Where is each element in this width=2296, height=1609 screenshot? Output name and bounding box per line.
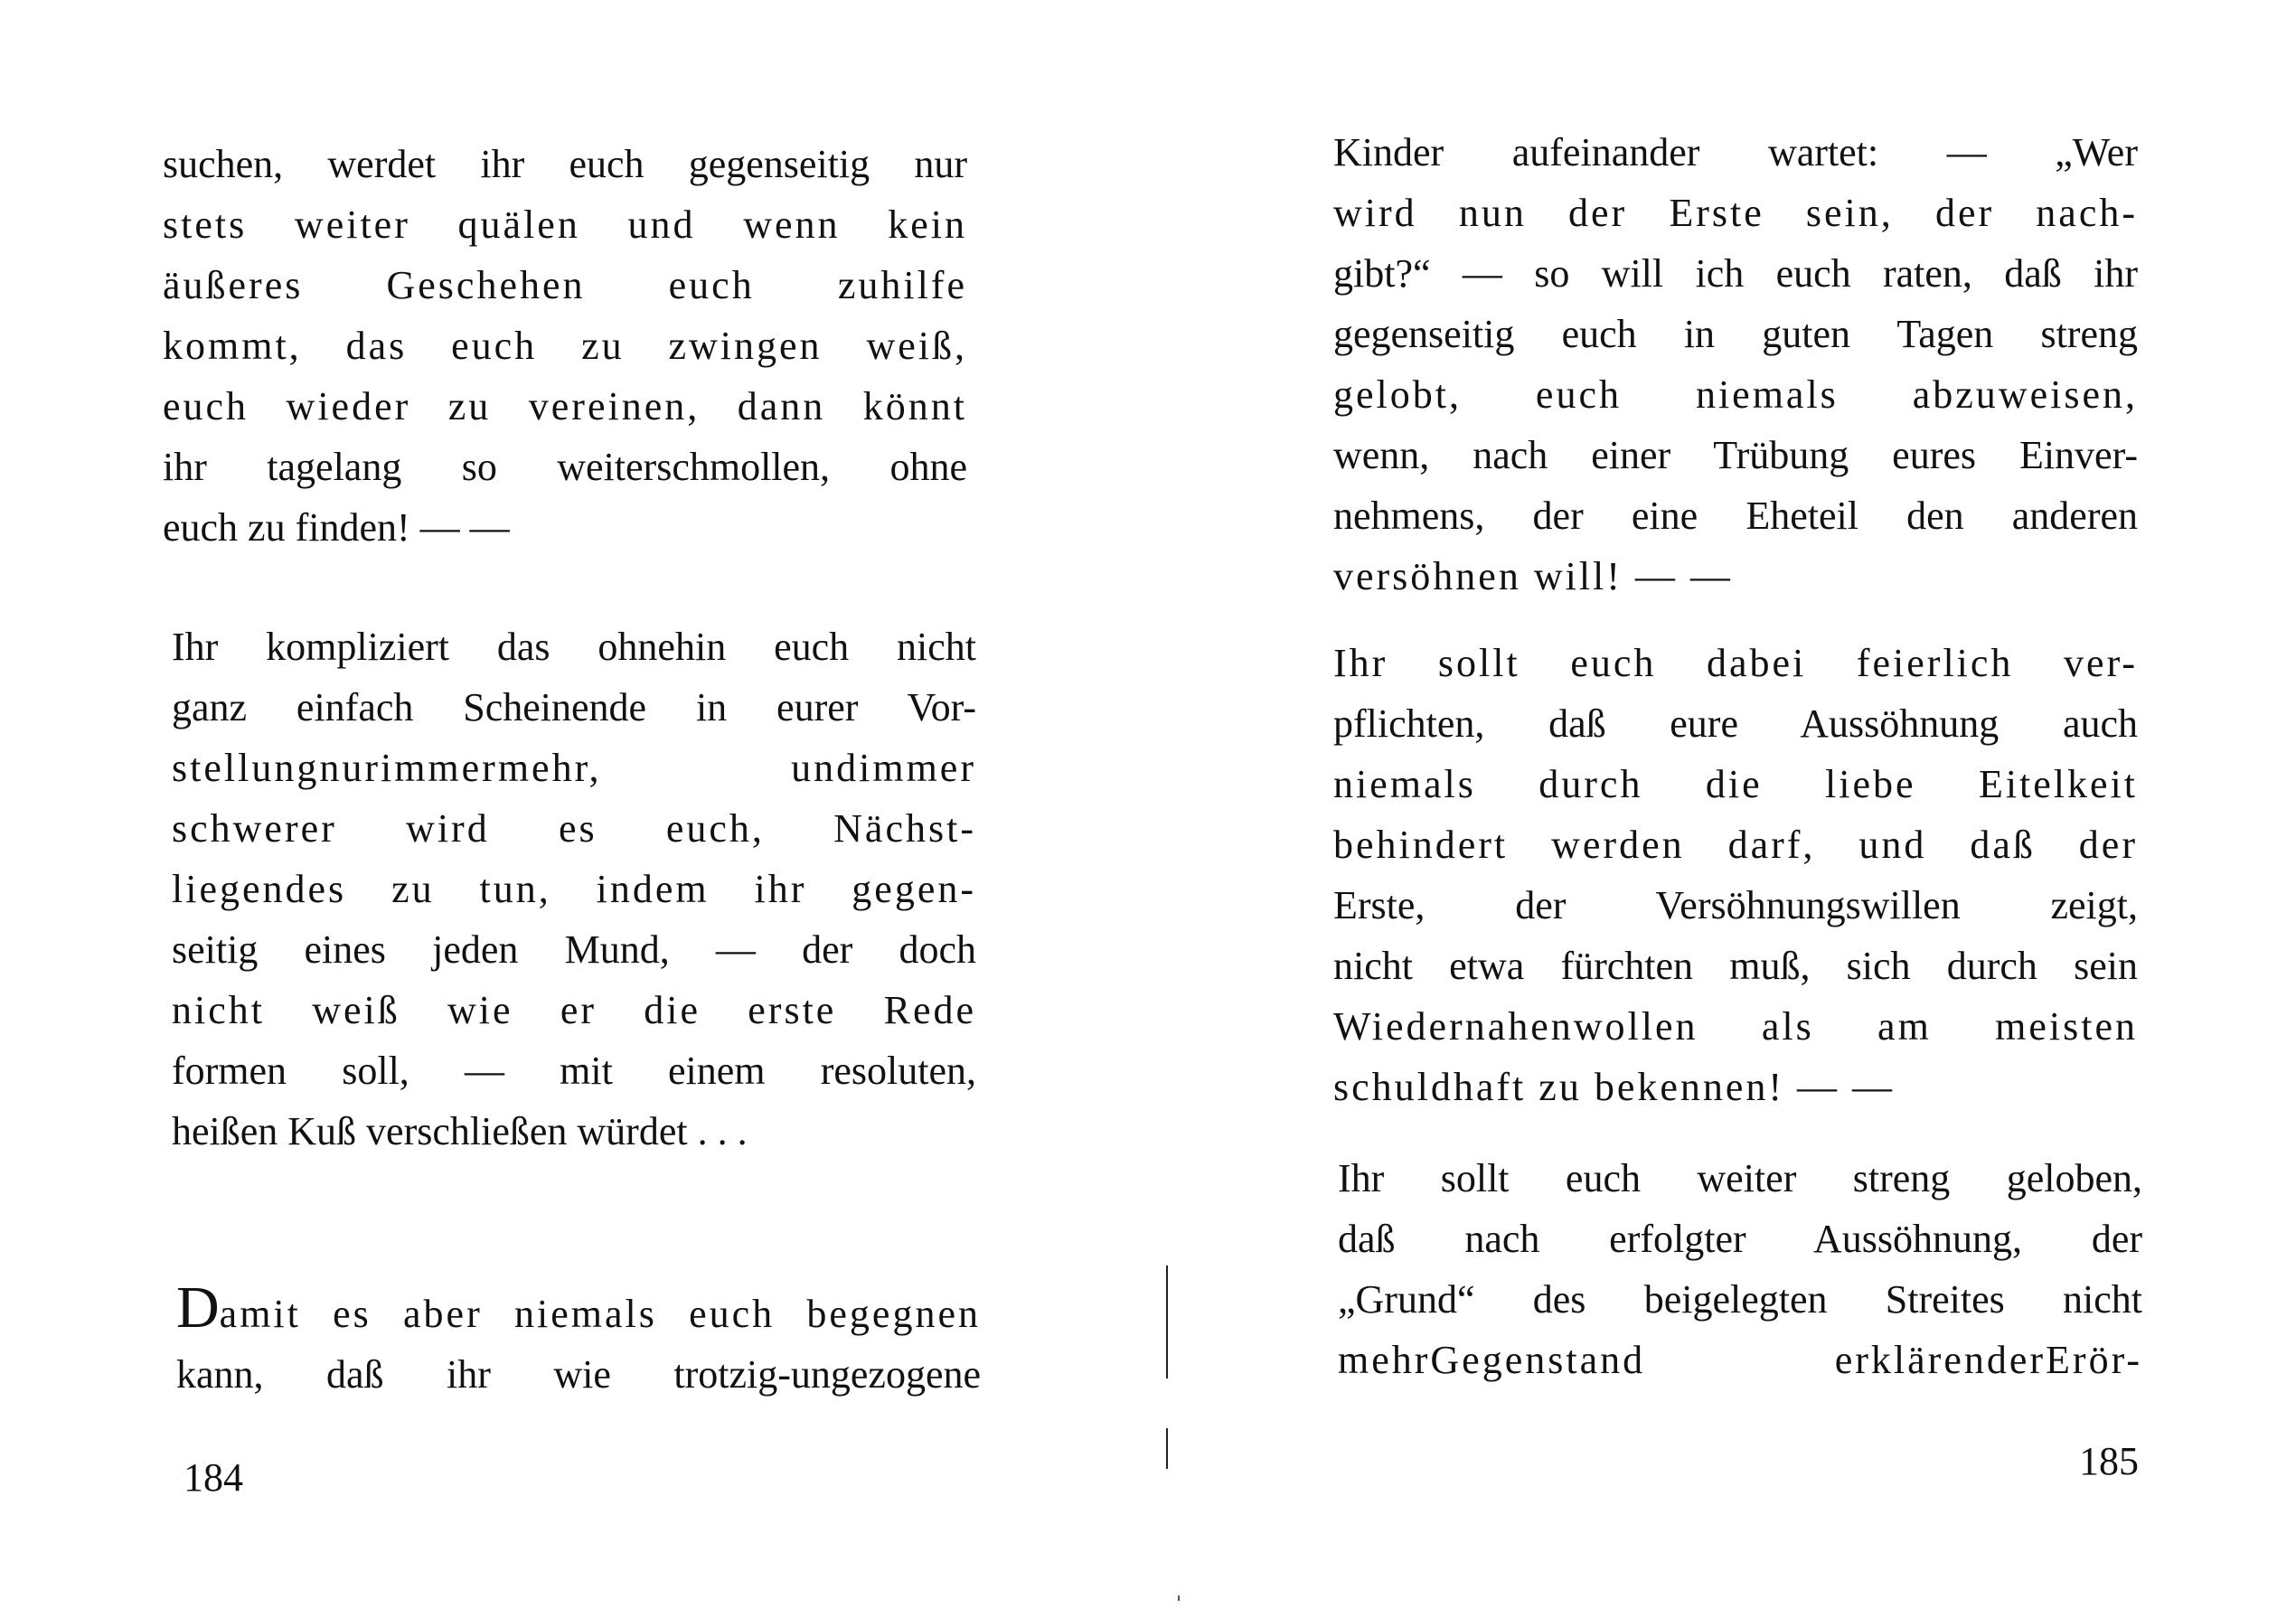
left-paragraph-2 <box>172 616 976 1162</box>
text-line: stets weiter quälen und wenn kein <box>163 202 967 247</box>
right-paragraph-2 <box>1333 633 2138 1117</box>
page-number: 185 <box>2079 1439 2139 1483</box>
text-line: „Grund“ des beigelegten Streites nicht <box>1338 1277 2142 1322</box>
text-line: nicht weiß wie er die erste Rede <box>172 988 976 1032</box>
text-line: heißen Kuß verschließen würdet . . . <box>172 1109 748 1153</box>
text-line <box>176 1275 981 1344</box>
text-line: ganz einfach Scheinende in eurer Vor- <box>172 685 976 729</box>
text-line: Ihr kompliziert das ohnehin euch nicht <box>172 625 976 669</box>
text-line: schuldhaft zu bekennen! — — <box>1333 1065 1896 1109</box>
text-line: nicht etwa fürchten muß, sich durch sein <box>1333 944 2138 988</box>
text-line: schwerer wird es euch, Nächst- <box>172 806 976 851</box>
text-line: wird nun der Erste sein, der nach- <box>1333 191 2138 235</box>
right-paragraph-3 <box>1338 1148 2142 1390</box>
text-line: wenn, nach einer Trübung eures Einver- <box>1333 433 2138 477</box>
text-line: kommt, das euch zu zwingen weiß, <box>163 324 967 368</box>
text-line: euch wieder zu vereinen, dann könnt <box>163 384 967 428</box>
text-line: behindert werden darf, und daß der <box>1333 823 2138 867</box>
text-line: Ihr sollt euch dabei feierlich ver- <box>1333 641 2138 685</box>
text-line: kann, daß ihr wie trotzig-ungezogene <box>176 1352 981 1397</box>
right-page <box>1148 0 2296 1609</box>
right-paragraph-1 <box>1333 122 2138 607</box>
text-line: nehmens, der eine Eheteil den anderen <box>1333 494 2138 538</box>
text-line: ihr tagelang so weiterschmollen, ohne <box>163 445 967 489</box>
text-line: äußeres Geschehen euch zuhilfe <box>163 263 967 307</box>
text-line: Erste, der Versöhnungswillen zeigt, <box>1333 883 2138 927</box>
page-number: 184 <box>183 1455 243 1500</box>
text-line: pflichten, daß eure Aussöhnung auch <box>1333 701 2138 746</box>
text-line: gelobt, euch niemals abzuweisen, <box>1333 372 2138 417</box>
text-line: suchen, werdet ihr euch gegenseitig nur <box>163 142 967 186</box>
text-line: seitig eines jeden Mund, — der doch <box>172 927 976 972</box>
text-line: euch zu finden! — — <box>163 505 510 550</box>
text-line: Kinder aufeinander wartet: — „Wer <box>1333 130 2138 174</box>
text-line: daß nach erfolgter Aussöhnung, der <box>1338 1217 2142 1261</box>
text-line: mehrGegenstand erklärenderErör- <box>1338 1338 2142 1382</box>
text-line: niemals durch die liebe Eitelkeit <box>1333 762 2138 806</box>
text-line: stellungnurimmermehr, undimmer <box>172 746 976 790</box>
text-line: formen soll, — mit einem resoluten, <box>172 1049 976 1093</box>
text-line: gegenseitig euch in guten Tagen streng <box>1333 312 2138 356</box>
text-line: gibt?“ — so will ich euch raten, daß ihr <box>1333 251 2138 296</box>
text-line: Ihr sollt euch weiter streng geloben, <box>1338 1156 2142 1200</box>
left-paragraph-3 <box>176 1275 981 1405</box>
left-paragraph-1 <box>163 134 967 558</box>
text-line-rest: amit es aber niemals euch begegnen <box>219 1292 981 1336</box>
text-line: versöhnen will! — — <box>1333 554 1733 598</box>
drop-initial: D <box>176 1275 220 1341</box>
text-line: Wiedernahenwollen als am meisten <box>1333 1004 2138 1049</box>
text-line: liegendes zu tun, indem ihr gegen- <box>172 867 976 911</box>
